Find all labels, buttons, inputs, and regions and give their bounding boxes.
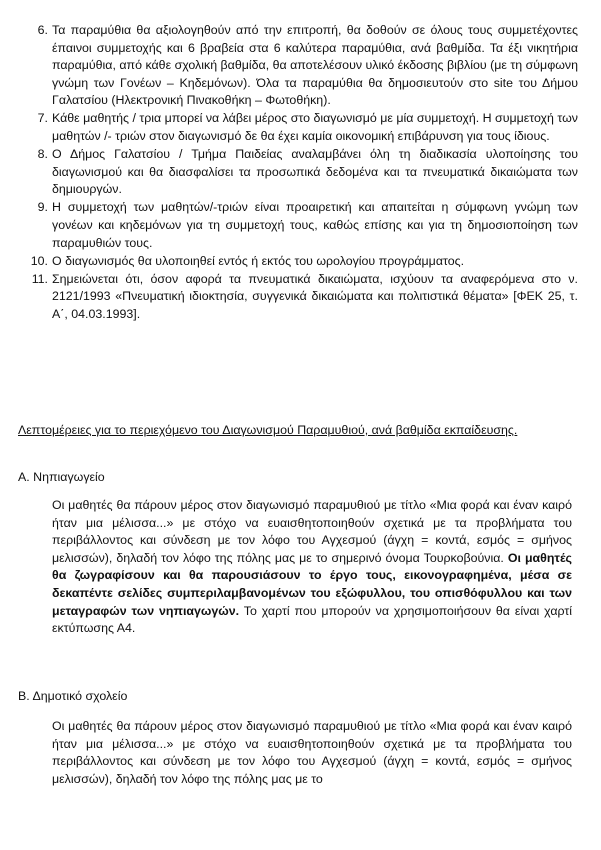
list-text: Τα παραμύθια θα αξιολογηθούν από την επιτροπή, θα δοθούν σε όλους τους συμμετέχοντες έπαινοι συμμετοχής και 6 βραβεία στα 6 καλύτερα παραμύθια, ανά βαθμίδα. Τα έξι νικητήρια παραμύθια, από κάθε σχολική βαθμίδα, θα αποτελέσουν υλικό έκδοσης βιβλίου (με τη σύμφωνη γνώμη των Γονέων – Κηδεμόνων). Όλα τα παραμύθια θα δημοσιευτούν στο site του Δήμου Γαλατσίου (Ηλεκτρονική Πινακοθήκη – Φωτοθήκη). xyxy=(52,23,578,108)
section-a-paragraph xyxy=(52,497,572,638)
numbered-list xyxy=(18,22,578,324)
list-text: Κάθε μαθητής / τρια μπορεί να λάβει μέρος στο διαγωνισμό με μία συμμετοχή. Η συμμετοχή των μαθητών /- τριών στον διαγωνισμό δε θα έχει καμία οικονομική επιβάρυνση για τους ίδιους. xyxy=(52,111,578,144)
list-number: 11. xyxy=(31,271,48,286)
section-b-paragraph xyxy=(52,718,572,788)
list-number: 7. xyxy=(37,111,48,126)
list-number: 9. xyxy=(37,200,48,215)
list-text: Ο Δήμος Γαλατσίου / Τμήμα Παιδείας αναλαμβάνει όλη τη διαδικασία υλοποίησης του διαγωνισμού και θα διασφαλίσει τα προσωπικά δεδομένα και τα πνευματικά δικαιώματα των δημιουργών. xyxy=(52,147,578,197)
section-b-heading: Β. Δημοτικό σχολείο xyxy=(18,689,128,703)
list-number: 6. xyxy=(37,23,48,37)
list-item xyxy=(18,146,578,199)
list-number: 10. xyxy=(30,253,48,268)
section-a-bold-text: Οι μαθητές θα ζωγραφίσουν και θα παρουσιάσουν το έργο τους, εικονογραφημένα, μέσα σε δεκαπέντε σελίδες συμπεριλαμβανομένων του εξώφυλλου, του οπισθόφυλλου και των μεταγραφών των νηπιαγωγών. xyxy=(52,550,572,618)
list-item xyxy=(18,22,578,110)
list-text: Σημειώνεται ότι, όσον αφορά τα πνευματικά δικαιώματα, ισχύουν τα αναφερόμενα στο ν. 2121/1993 «Πνευματική ιδιοκτησία, συγγενικά δικαιώματα και πολιτιστικά θέματα» [ΦΕΚ 25, τ. Α΄, 04.03.1993]. xyxy=(52,271,578,321)
list-text: Η συμμετοχή των μαθητών/-τριών είναι προαιρετική και απαιτείται η σύμφωνη γνώμη των γονέων και κηδεμόνων για τη συμμετοχή τους, καθώς επίσης και για τη δημοσιοποίηση των παραμυθιών τους. xyxy=(52,200,578,250)
section-b-text: Οι μαθητές θα πάρουν μέρος στον διαγωνισμό παραμυθιού με τίτλο «Μια φορά και έναν καιρό ήταν μια μέλισσα...» με στόχο να ευαισθητοποιηθούν σχετικά με τα προβλήματα του περιβάλλοντος και σύνδεση με τον λόφο του Αγχεσμού (άγχη = κοντά, εσμός = σμήνος μελισσών), δηλαδή τον λόφο της πόλης μας με το xyxy=(52,719,572,786)
section-a-text-end: Το χαρτί που μπορούν να χρησιμοποιήσουν θα είναι χαρτί εκτύπωσης Α4. xyxy=(52,603,573,636)
list-item xyxy=(18,253,578,271)
section-a-text: Οι μαθητές θα πάρουν μέρος στον διαγωνισμό παραμυθιού με τίτλο «Μια φορά και έναν καιρό ήταν μια μέλισσα...» με στόχο να ευαισθητοποιηθούν σχετικά με τα προβλήματα του περιβάλλοντος και σύνδεση με τον λόφο του Αγχεσμού (άγχη = κοντά, εσμός = σμήνος μελισσών), δηλαδή τον λόφο της πόλης μας με το σημερινό όνομα Τουρκοβούνια. xyxy=(52,498,572,565)
list-number: 8. xyxy=(37,147,48,162)
list-text: Ο διαγωνισμός θα υλοποιηθεί εντός ή εκτός του ωρολογίου προγράμματος. xyxy=(52,253,465,268)
list-item xyxy=(18,110,578,145)
list-item xyxy=(18,199,578,252)
list-item xyxy=(18,271,578,324)
section-a-heading: Α. Νηπιαγωγείο xyxy=(18,470,105,484)
details-title: Λεπτομέρειες για το περιεχόμενο του Διαγωνισμού Παραμυθιού, ανά βαθμίδα εκπαίδευσης. xyxy=(18,423,518,437)
